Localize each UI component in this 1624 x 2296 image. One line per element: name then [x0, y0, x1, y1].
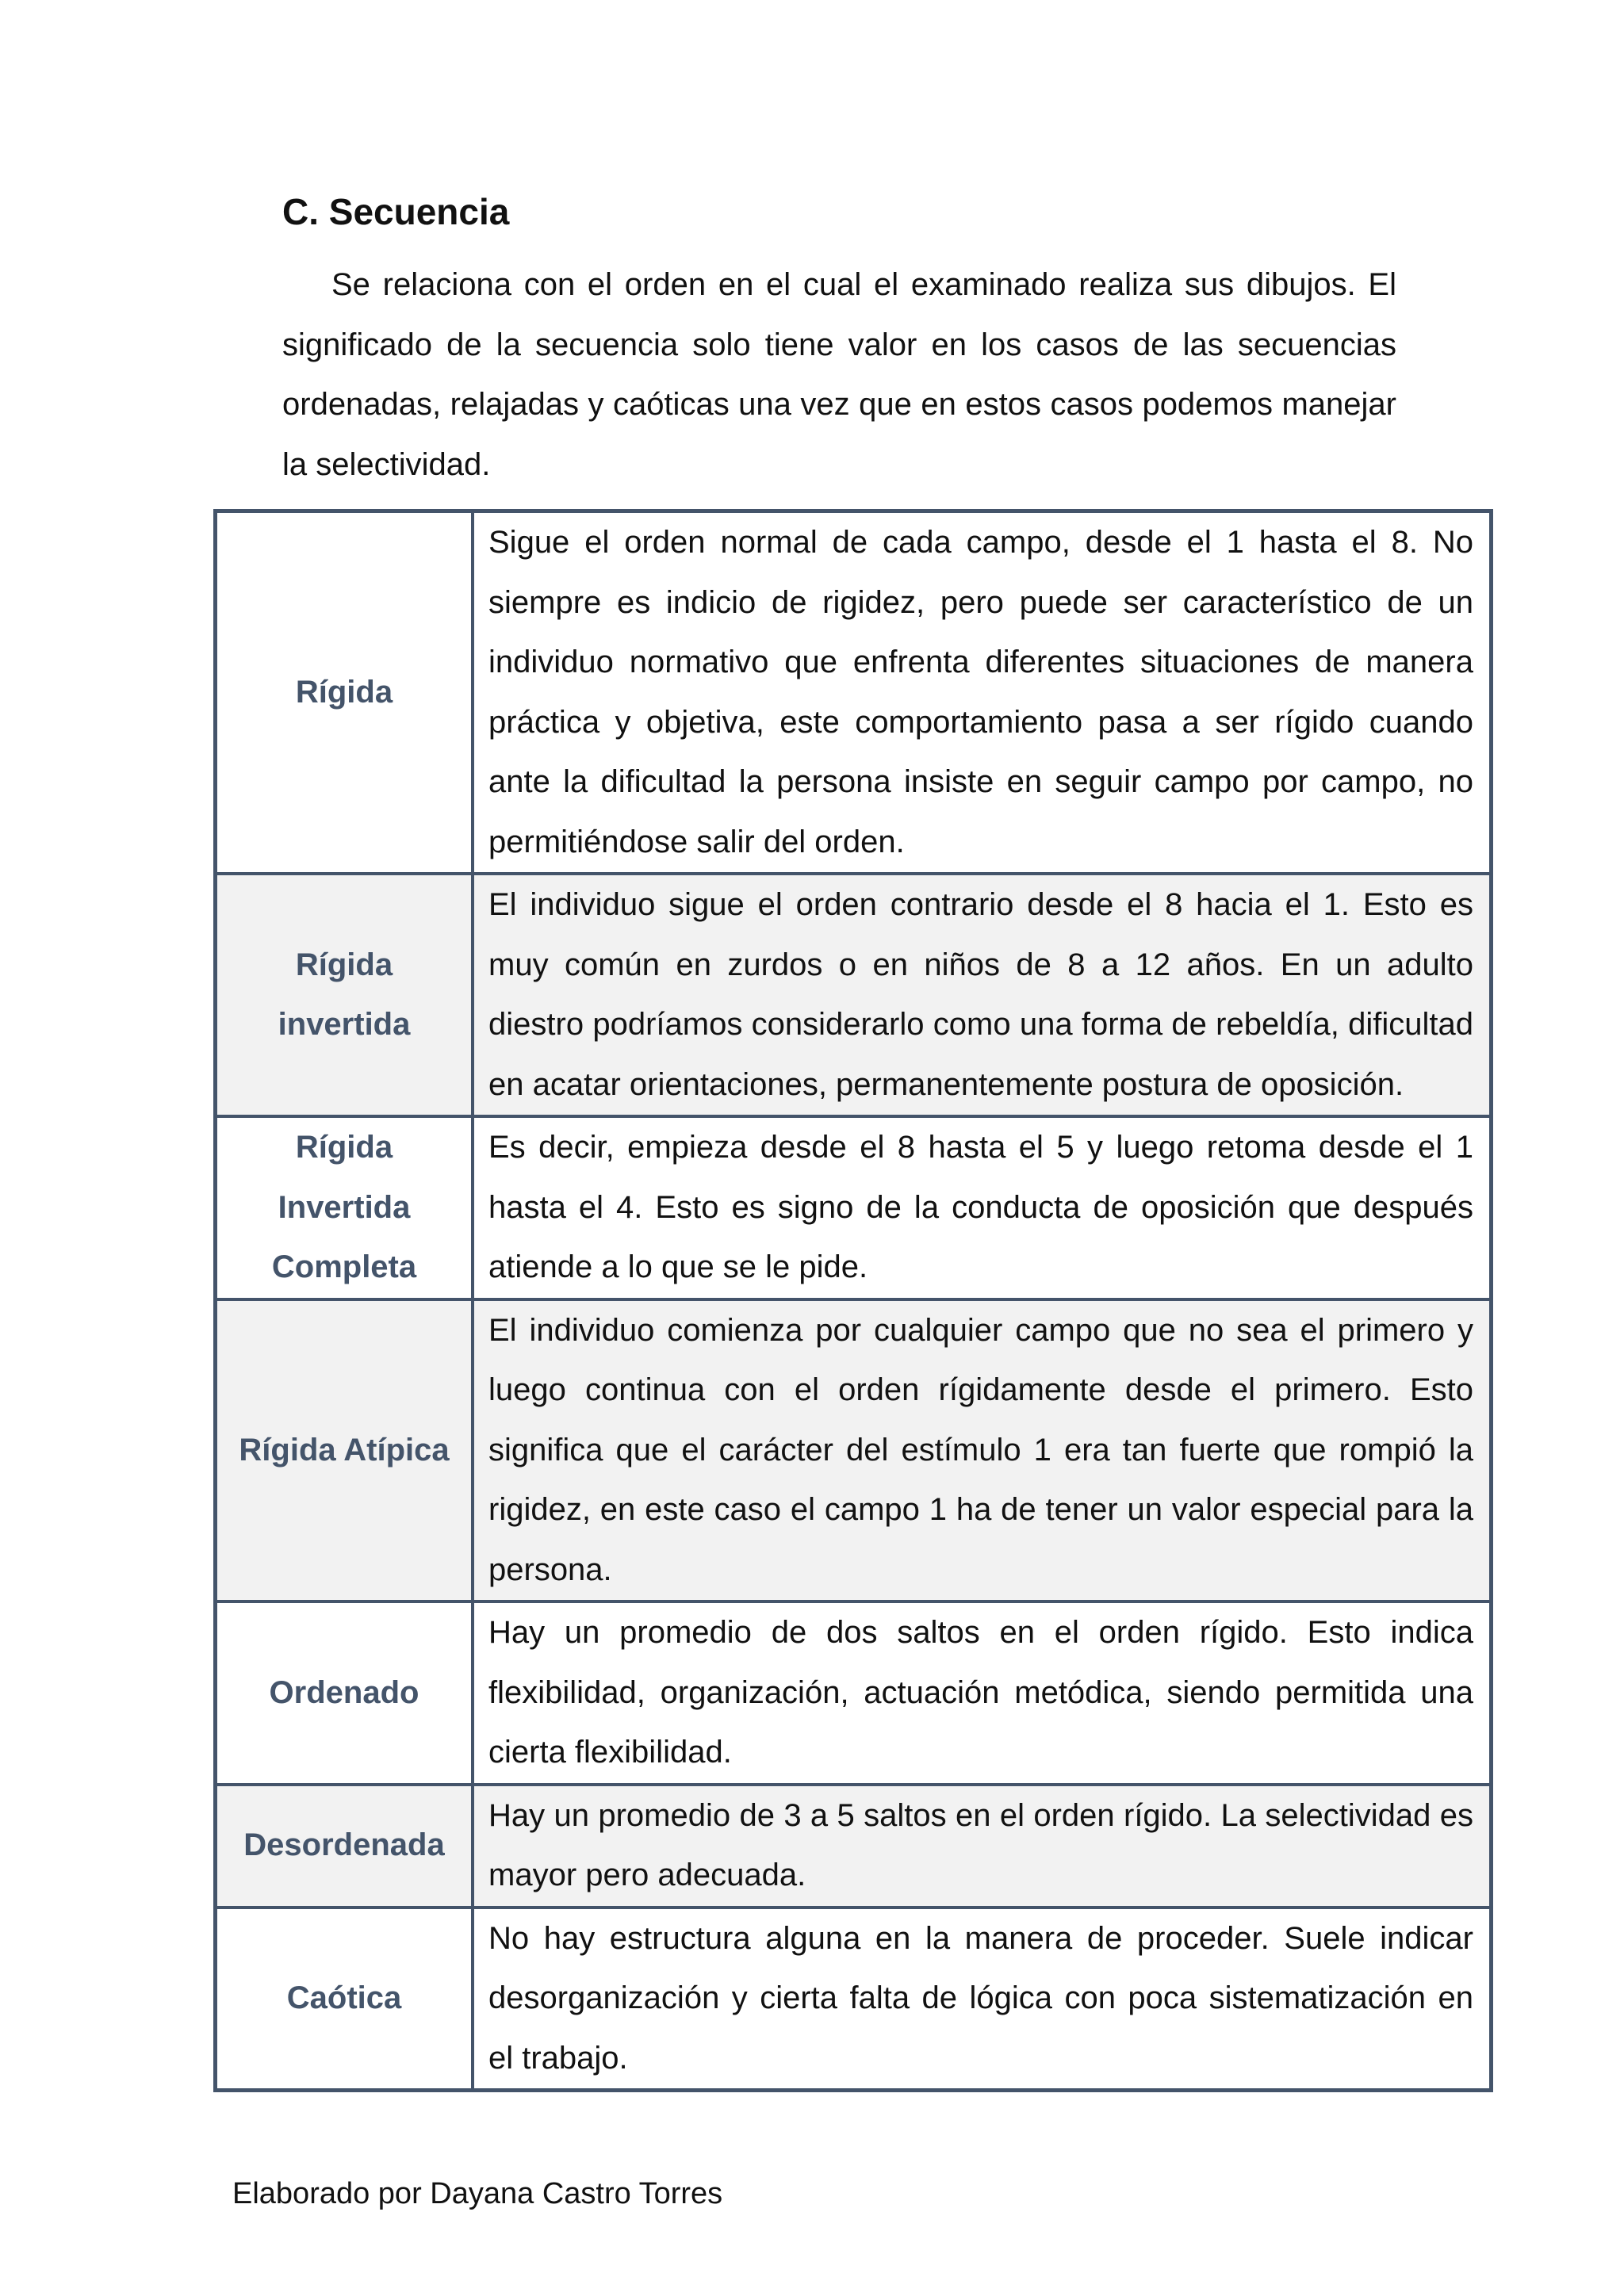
intro-line: Se relaciona con el orden en el cual el examinado realiza sus dibujos. El	[331, 267, 1396, 302]
intro-line: significado de la secuencia solo tiene valor en los casos de las secuencias	[282, 327, 1396, 362]
row-description: Hay un promedio de dos saltos en el orden rígido. Esto indica flexibilidad, organización, actuación metódica, siendo permitida una cierta flexibilidad.	[473, 1601, 1492, 1785]
row-description: Hay un promedio de 3 a 5 saltos en el orden rígido. La selectividad es mayor pero adecuada.	[473, 1785, 1492, 1908]
row-description: El individuo comienza por cualquier campo que no sea el primero y luego continua con el orden rígidamente desde el primero. Esto significa que el carácter del estímulo 1 era tan fuerte que rompió la rigidez, en este caso el campo 1 ha de tener un valor especial para la persona.	[473, 1299, 1492, 1602]
row-label-rigida-invertida-completa	[216, 1116, 473, 1299]
table-row	[216, 1299, 1492, 1602]
table-row	[216, 1785, 1492, 1908]
table-row	[216, 874, 1492, 1116]
table-row	[216, 511, 1492, 874]
row-description: El individuo sigue el orden contrario desde el 8 hacia el 1. Esto es muy común en zurdos o en niños de 8 a 12 años. En un adulto diestro podríamos considerarlo como una forma de rebeldía, dificultad en acatar orientaciones, permanentemente postura de oposición.	[473, 874, 1492, 1116]
section-title: C. Secuencia	[282, 191, 510, 232]
row-description: No hay estructura alguna en la manera de proceder. Suele indicar desorganización y cierta falta de lógica con poca sistematización en el trabajo.	[473, 1908, 1492, 2091]
row-description: Es decir, empieza desde el 8 hasta el 5 y luego retoma desde el 1 hasta el 4. Esto es signo de la conducta de oposición que después atiende a lo que se le pide.	[473, 1116, 1492, 1299]
footer-author: Elaborado por Dayana Castro Torres	[232, 2177, 723, 2210]
row-label-ordenado: Ordenado	[216, 1601, 473, 1785]
sequence-table	[213, 509, 1493, 2092]
intro-line: ordenadas, relajadas y caóticas una vez que en estos casos podemos manejar	[282, 387, 1396, 422]
table-row	[216, 1116, 1492, 1299]
intro-line: la selectividad.	[282, 446, 491, 482]
label-text: Rígida invertida	[278, 947, 411, 1042]
row-label-rigida-invertida	[216, 874, 473, 1116]
row-label-caotica: Caótica	[216, 1908, 473, 2091]
table-row	[216, 1601, 1492, 1785]
row-label-rigida-atipica: Rígida Atípica	[216, 1299, 473, 1602]
row-label-desordenada: Desordenada	[216, 1785, 473, 1908]
label-text: Rígida Invertida Completa	[271, 1130, 417, 1284]
row-description: Sigue el orden normal de cada campo, desde el 1 hasta el 8. No siempre es indicio de rigidez, pero puede ser característico de un individuo normativo que enfrenta diferentes situaciones de manera práctica y objetiva, este comportamiento pasa a ser rígido cuando ante la dificultad la persona insiste en seguir campo por campo, no permitiéndose salir del orden.	[473, 511, 1492, 874]
row-label-rigida: Rígida	[216, 511, 473, 874]
intro-paragraph	[282, 255, 1396, 495]
table-row	[216, 1908, 1492, 2091]
